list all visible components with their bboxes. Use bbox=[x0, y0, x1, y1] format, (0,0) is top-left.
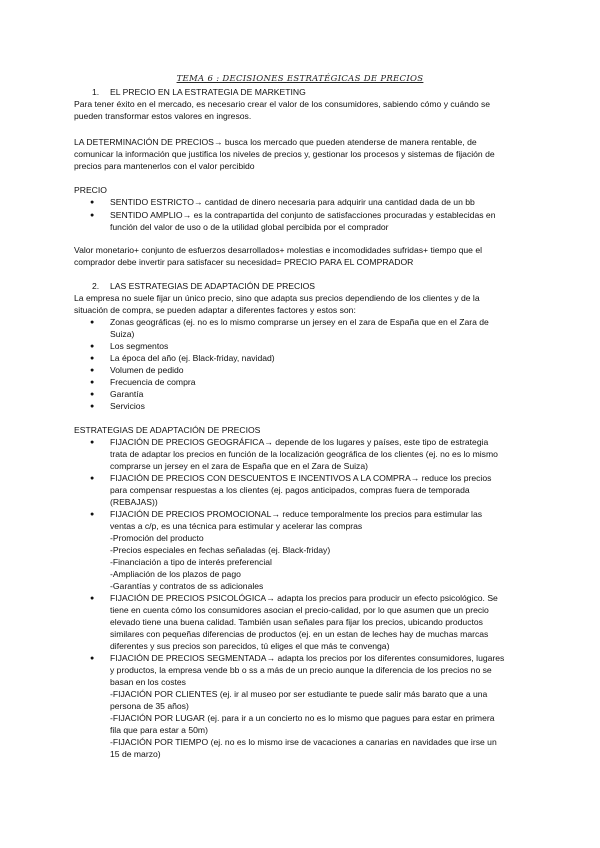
promo-item: -Ampliación de los plazos de pago bbox=[110, 569, 241, 579]
bullet-icon: ● bbox=[90, 475, 95, 482]
seg-item: -FIJACIÓN POR CLIENTES (ej. ir al museo por ser estudiante te puede salir más barato que a una bbox=[110, 689, 488, 699]
section2-intro-line-2: situación de compra, se pueden adaptar a diferentes factores y estos son: bbox=[74, 305, 356, 315]
section2-heading: LAS ESTRATEGIAS DE ADAPTACIÓN DE PRECIOS bbox=[110, 281, 316, 291]
factor-garantia: Garantía bbox=[110, 389, 144, 399]
descuentos-line-2: para compensar respuestas a los clientes (ej. pagos anticipados, compras fuera de temporada bbox=[110, 485, 470, 495]
segmentada-line-3: basan en los costes bbox=[110, 677, 186, 687]
estrategias-label: ESTRATEGIAS DE ADAPTACIÓN DE PRECIOS bbox=[74, 425, 261, 435]
bullet-icon: ● bbox=[90, 379, 95, 386]
psicologica-line-3: elevado tiene una buena calidad. También usan señales para fijar los precios, ubicando productos bbox=[110, 617, 483, 627]
promo-item: -Precios especiales en fechas señaladas (ej. Black-friday) bbox=[110, 545, 331, 555]
bullet-icon: ● bbox=[90, 391, 95, 398]
descuentos-line-1: FIJACIÓN DE PRECIOS CON DESCUENTOS E INCENTIVOS A LA COMPRA→ reduce los precios bbox=[110, 473, 492, 483]
bullet-icon: ● bbox=[90, 355, 95, 362]
bullet-icon: ● bbox=[90, 343, 95, 350]
promo-item: -Garantías y contratos de ss adicionales bbox=[110, 581, 264, 591]
bullet-icon: ● bbox=[90, 199, 95, 206]
factor-zonas-line-2: Suiza) bbox=[110, 329, 135, 339]
bullet-icon: ● bbox=[90, 212, 95, 219]
seg-item: 15 de marzo) bbox=[110, 749, 161, 759]
factor-servicios: Servicios bbox=[110, 401, 145, 411]
determinacion-line-1: LA DETERMINACIÓN DE PRECIOS→ busca los mercado que pueden atenderse de manera rentable, de bbox=[74, 137, 477, 147]
bullet-icon: ● bbox=[90, 319, 95, 326]
seg-item: persona de 35 años) bbox=[110, 701, 189, 711]
bullet-icon: ● bbox=[90, 403, 95, 410]
psicologica-line-2: tiene en cuenta cómo los consumidores asocian el precio-calidad, por lo que asumen que un precio bbox=[110, 605, 489, 615]
seg-item: fila que para estar a 50m) bbox=[110, 725, 208, 735]
precio-label: PRECIO bbox=[74, 185, 107, 195]
promo-item: -Promoción del producto bbox=[110, 533, 204, 543]
section1-heading: EL PRECIO EN LA ESTRATEGIA DE MARKETING bbox=[110, 87, 306, 97]
psicologica-line-4: similares con pequeñas diferencias de productos (ej. en un estan de leches hay de muchas marcas bbox=[110, 629, 489, 639]
section1-number: 1. bbox=[92, 87, 100, 97]
segmentada-line-2: y productos, la empresa vende bb o ss a más de un precio aunque la diferencia de los precios no se bbox=[110, 665, 492, 675]
bullet-icon: ● bbox=[90, 439, 95, 446]
section2-number: 2. bbox=[92, 281, 100, 291]
seg-item: -FIJACIÓN POR TIEMPO (ej. no es lo mismo irse de vacaciones a canarias en navidades que irse un bbox=[110, 737, 497, 747]
geo-line-3: comprarse un jersey en el zara de España que en el Zara de Suiza) bbox=[110, 461, 368, 471]
factor-frecuencia: Frecuencia de compra bbox=[110, 377, 196, 387]
valor-line-2: comprador debe invertir para satisfacer su necesidad= PRECIO PARA EL COMPRADOR bbox=[74, 257, 414, 267]
page-title: TEMA 6 : DECISIONES ESTRATÉGICAS DE PRECIOS bbox=[176, 74, 424, 84]
sentido-amplio-line-2: función del valor de uso o de la utilidad global percibida por el comprador bbox=[110, 222, 389, 232]
factor-epoca: La época del año (ej. Black-friday, navidad) bbox=[110, 353, 275, 363]
segmentada-line-1: FIJACIÓN DE PRECIOS SEGMENTADA→ adapta los precios por los diferentes consumidores, lugares bbox=[110, 653, 505, 663]
factor-segmentos: Los segmentos bbox=[110, 341, 169, 351]
factor-zonas-line-1: Zonas geográficas (ej. no es lo mismo comprarse un jersey en el zara de España que en el Zara de bbox=[110, 317, 489, 327]
geo-line-2: trata de adaptar los precios en función de la localización geográfica de los clientes (ej. no es lo mismo bbox=[110, 449, 498, 459]
seg-item: -FIJACIÓN POR LUGAR (ej. para ir a un concierto no es lo mismo que pagues para estar en primera bbox=[110, 713, 495, 723]
promo-item: -Financiación a tipo de interés preferencial bbox=[110, 557, 272, 567]
section2-intro-line-1: La empresa no suele fijar un único precio, sino que adapta sus precios dependiendo de los clientes y de la bbox=[74, 293, 480, 303]
sentido-estricto: SENTIDO ESTRICTO→ cantidad de dinero necesaria para adquirir una cantidad dada de un bb bbox=[110, 197, 475, 207]
bullet-icon: ● bbox=[90, 595, 95, 602]
bullet-icon: ● bbox=[90, 511, 95, 518]
bullet-icon: ● bbox=[90, 655, 95, 662]
section1-intro-line-2: pueden transformar estos valores en ingresos. bbox=[74, 111, 252, 121]
factor-volumen: Volumen de pedido bbox=[110, 365, 184, 375]
psicologica-line-1: FIJACIÓN DE PRECIOS PSICOLÓGICA→ adapta los precios para producir un efecto psicológico. Se bbox=[110, 593, 498, 603]
sentido-amplio-line-1: SENTIDO AMPLIO→ es la contrapartida del conjunto de satisfacciones procuradas y establecidas en bbox=[110, 210, 496, 220]
determinacion-line-2: comunicar la información que justifica los niveles de precios y, gestionar los procesos y sistemas de fijación de bbox=[74, 149, 495, 159]
descuentos-line-3: (REBAJAS)) bbox=[110, 497, 158, 507]
section1-intro-line-1: Para tener éxito en el mercado, es necesario crear el valor de los consumidores, sabiendo cómo y cuándo se bbox=[74, 99, 491, 109]
bullet-icon: ● bbox=[90, 367, 95, 374]
valor-line-1: Valor monetario+ conjunto de esfuerzos desarrollados+ molestias e incomodidades sufridas+ tiempo que el bbox=[74, 245, 483, 255]
determinacion-line-3: precios para mantenerlos con el valor percibido bbox=[74, 161, 255, 171]
psicologica-line-5: diferentes y sus precios son parecidos, tú eliges el que más te convenga) bbox=[110, 641, 390, 651]
geo-line-1: FIJACIÓN DE PRECIOS GEOGRÁFICA→ depende de los lugares y países, este tipo de estrategia bbox=[110, 437, 489, 447]
promocional-line-2: ventas a c/p, es una técnica para estimular y acelerar las compras bbox=[110, 521, 363, 531]
promocional-line-1: FIJACIÓN DE PRECIOS PROMOCIONAL→ reduce temporalmente los precios para estimular las bbox=[110, 509, 483, 519]
